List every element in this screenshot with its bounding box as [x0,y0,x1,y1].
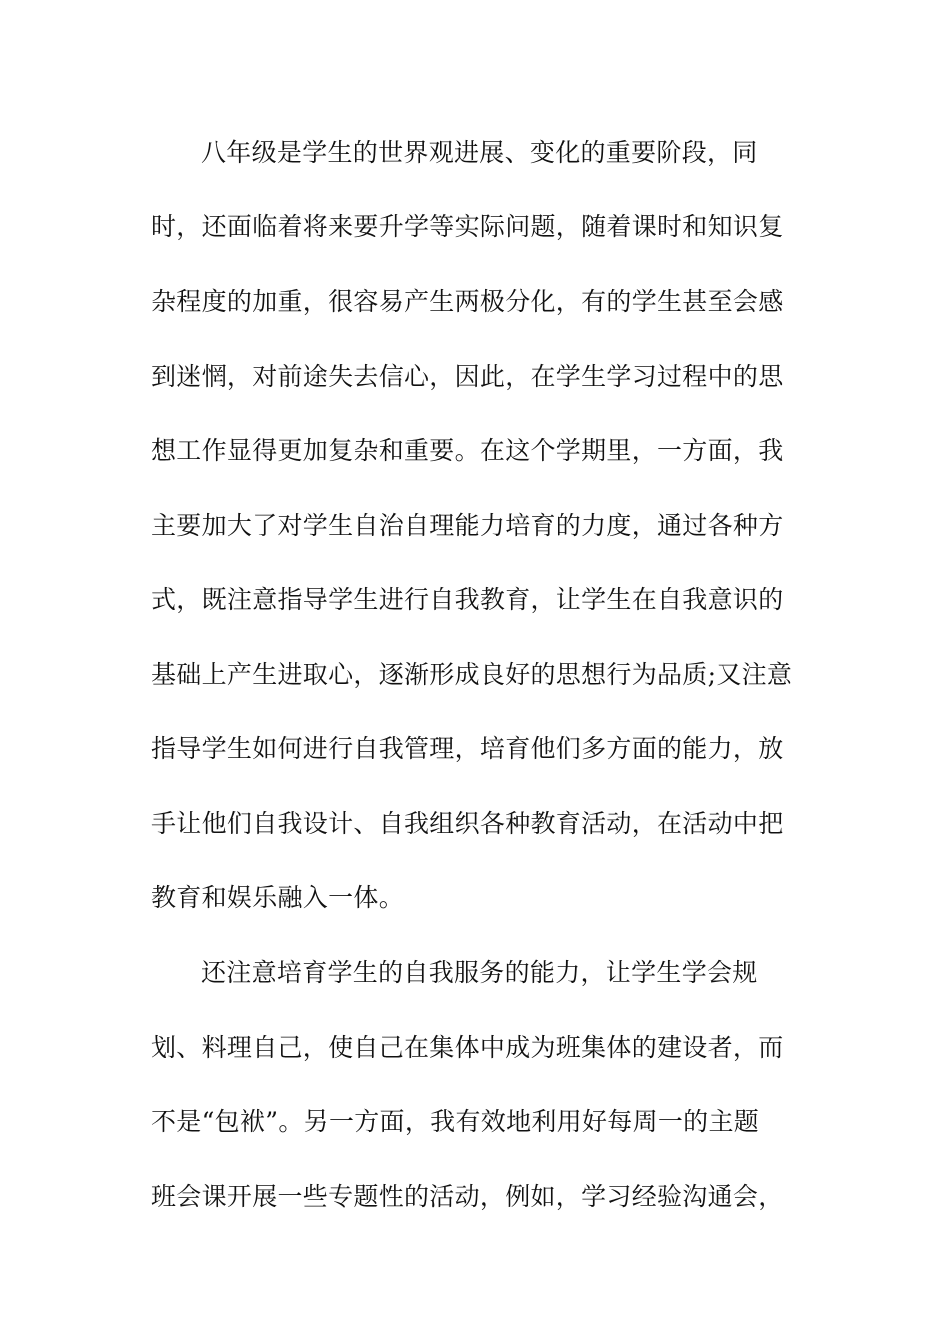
text-line: 指导学生如何进行自我管理，培育他们多方面的能力，放 [151,734,784,763]
text-line: 八年级是学生的世界观进展、变化的重要阶段，同 [201,138,758,167]
text-line: 手让他们自我设计、自我组织各种教育活动，在活动中把 [151,809,784,838]
text-line: 到迷惘，对前途失去信心，因此，在学生学习过程中的思 [151,362,784,391]
text-line: 想工作显得更加复杂和重要。在这个学期里，一方面，我 [151,436,784,465]
text-line: 杂程度的加重，很容易产生两极分化，有的学生甚至会感 [151,287,784,316]
text-line: 不是“包袱”。另一方面，我有效地利用好每周一的主题 [151,1107,760,1136]
text-line: 基础上产生进取心，逐渐形成良好的思想行为品质;又注意 [151,660,793,689]
text-line: 教育和娱乐融入一体。 [151,883,405,912]
text-line: 还注意培育学生的自我服务的能力，让学生学会规 [201,958,758,987]
text-line: 时，还面临着将来要升学等实际问题，随着课时和知识复 [151,212,784,241]
text-line: 划、料理自己，使自己在集体中成为班集体的建设者，而 [151,1033,784,1062]
text-line: 式，既注意指导学生进行自我教育，让学生在自我意识的 [151,585,784,614]
text-line: 主要加大了对学生自治自理能力培育的力度，通过各种方 [151,511,784,540]
text-line: 班会课开展一些专题性的活动，例如，学习经验沟通会， [151,1182,784,1211]
